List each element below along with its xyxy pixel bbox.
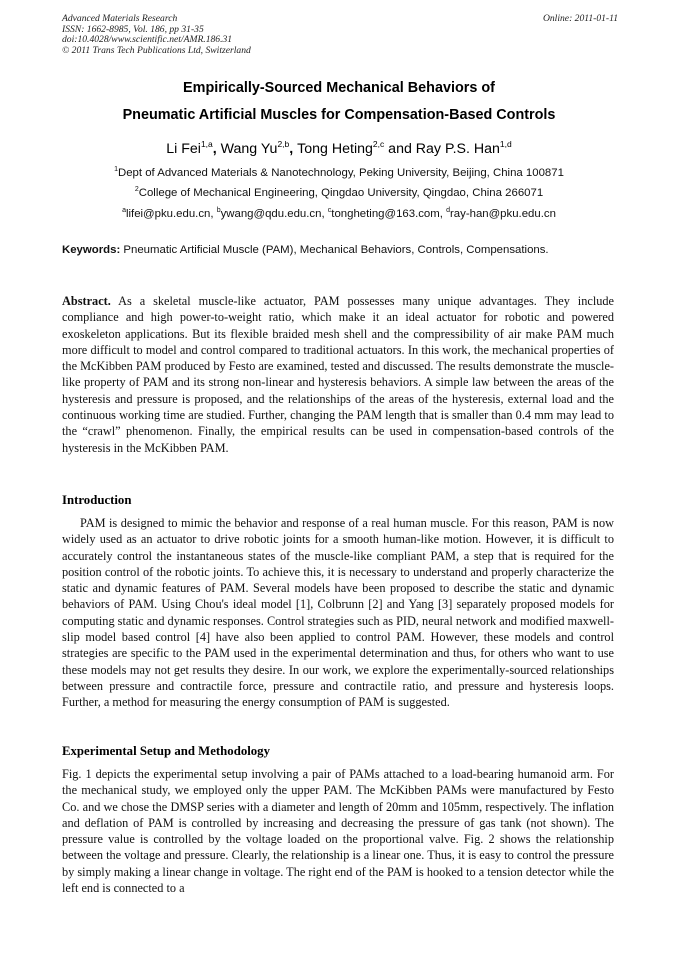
email-mark: a [122, 207, 126, 214]
author-affil-mark: 2,c [372, 139, 385, 149]
introduction-section [62, 515, 614, 711]
author-separator: , [212, 141, 221, 157]
author-emails [30, 207, 648, 220]
affiliation-1 [30, 166, 648, 179]
author-separator: , [289, 141, 298, 157]
email-mark: b [216, 207, 221, 214]
email-address: lifei@pku.edu.cn, [125, 208, 217, 220]
paper-title-line-2: Pneumatic Artificial Muscles for Compensation-Based Controls [122, 107, 556, 123]
author-affil-mark: 1,a [200, 139, 213, 149]
author-separator: and [384, 141, 416, 157]
copyright-line: © 2011 Trans Tech Publications Ltd, Switzerland [62, 44, 251, 56]
abstract-label: Abstract. [62, 294, 111, 308]
author-list [40, 139, 638, 157]
author-name: Tong Heting [297, 141, 373, 157]
author-name: Wang Yu [220, 141, 278, 157]
affiliation-mark: 1 [114, 166, 118, 173]
issn-line: ISSN: 1662-8985, Vol. 186, pp 31-35 [62, 23, 204, 35]
doi-line: doi:10.4028/www.scientific.net/AMR.186.31 [62, 34, 233, 46]
affiliation-text: Dept of Advanced Materials & Nanotechnology, Peking University, Beijing, China 100871 [117, 167, 564, 179]
author-name: Li Fei [166, 141, 201, 157]
journal-header [62, 14, 618, 56]
affiliation-2 [30, 186, 648, 199]
journal-name: Advanced Materials Research [62, 13, 178, 24]
abstract [62, 293, 614, 456]
introduction-paragraph: PAM is designed to mimic the behavior and response of a real human muscle. For this reason, PAM is now widely used as an actuator to drive robotic joints for a smooth human-like motion. However, it is difficult to accurately control the instantaneous states of the muscle-like compliant PAM, a step that is required for the position control of the robotic joints. To achieve this, it is necessary to understand and properly characterize the static and dynamic features of PAM. Several models have been proposed to describe the static and dynamic behaviors of PAM. Using Chou's ideal model [1], Colbrunn [2] and Yang [3] separately proposed models for computing static and dynamic responses. Control strategies such as PID, neural network and modified maxwell-slip model based control [4] have also been applied to control PAM. However, these models and control strategies are specific to the PAM used in the experimental determination and thus, for others who want to use these models may not get results they desire. In our work, we explore the experimentally-sourced relationships between pressure and contractile force, pressure and contractile ratio, and pressure and hysteresis loops. Further, a method for measuring the energy consumption of PAM is suggested. [62, 516, 614, 710]
email-address: ray-han@pku.edu.cn [450, 208, 556, 220]
author-name: Ray P.S. Han [415, 141, 500, 157]
email-mark: c [327, 207, 332, 214]
experimental-section [62, 766, 614, 946]
affiliation-mark: 2 [134, 186, 139, 193]
paper-title-line-1: Empirically-Sourced Mechanical Behaviors of [183, 80, 495, 96]
email-address: tongheting@163.com, [331, 208, 447, 220]
email-address: ywang@qdu.edu.cn, [220, 208, 328, 220]
online-date: Online: 2011-01-11 [542, 13, 618, 24]
keywords [62, 244, 622, 256]
affiliation-text: College of Mechanical Engineering, Qingdao University, Qingdao, China 266071 [138, 187, 544, 199]
author-affil-mark: 1,d [499, 139, 512, 149]
email-mark: d [446, 207, 450, 214]
keywords-label: Keywords: [62, 244, 121, 256]
abstract-text: As a skeletal muscle-like actuator, PAM possesses many unique advantages. They include compliance and high power-to-weight ratio, which make it an ideal actuator for robotic and powered exoskeleton applications. But its flexible braided mesh shell and the compressibility of air make PAM much more difficult to model and control compared to traditional actuators. In this work, the mechanical properties of the McKibben PAM produced by Festo are examined, tested and discussed. The results demonstrate the muscle-like property of PAM and its strong non-linear and hysteresis behaviors. A simple law between the areas of the hysteresis and pressure is proposed, and the relationships of the areas of the hysteresis, external load and the continuous working time are studied. Further, changing the PAM length that is smaller than 0.4 mm may lead to the “crawl” phenomenon. Finally, the empirical results can be used in compensation-based controls of the hysteresis in the McKibben PAM. [62, 294, 614, 455]
keywords-text: Pneumatic Artificial Muscle (PAM), Mechanical Behaviors, Controls, Compensations. [120, 244, 549, 256]
author-affil-mark: 2,b [277, 139, 290, 149]
experimental-paragraph: Fig. 1 depicts the experimental setup involving a pair of PAMs attached to a load-bearing humanoid arm. For the mechanical study, we employed only the upper PAM. The McKibben PAMs were manufactured by Festo Co. and we chose the DMSP series with a diameter and length of 20mm and 105mm, respectively. The inflation and deflation of PAM is controlled by increasing and decreasing the pressure of gas tank (not shown). The pressure value is controlled by the voltage loaded on the proportional valve. Fig. 2 shows the relationship between the voltage and pressure. Clearly, the relationship is a linear one. Thus, it is easy to control the pressure by simply making a linear change in voltage. The right end of the PAM is hooked to a tension detector while the left end is connected to a [62, 767, 614, 896]
section-heading-introduction: Introduction [62, 493, 132, 507]
section-heading-experimental: Experimental Setup and Methodology [62, 744, 270, 758]
